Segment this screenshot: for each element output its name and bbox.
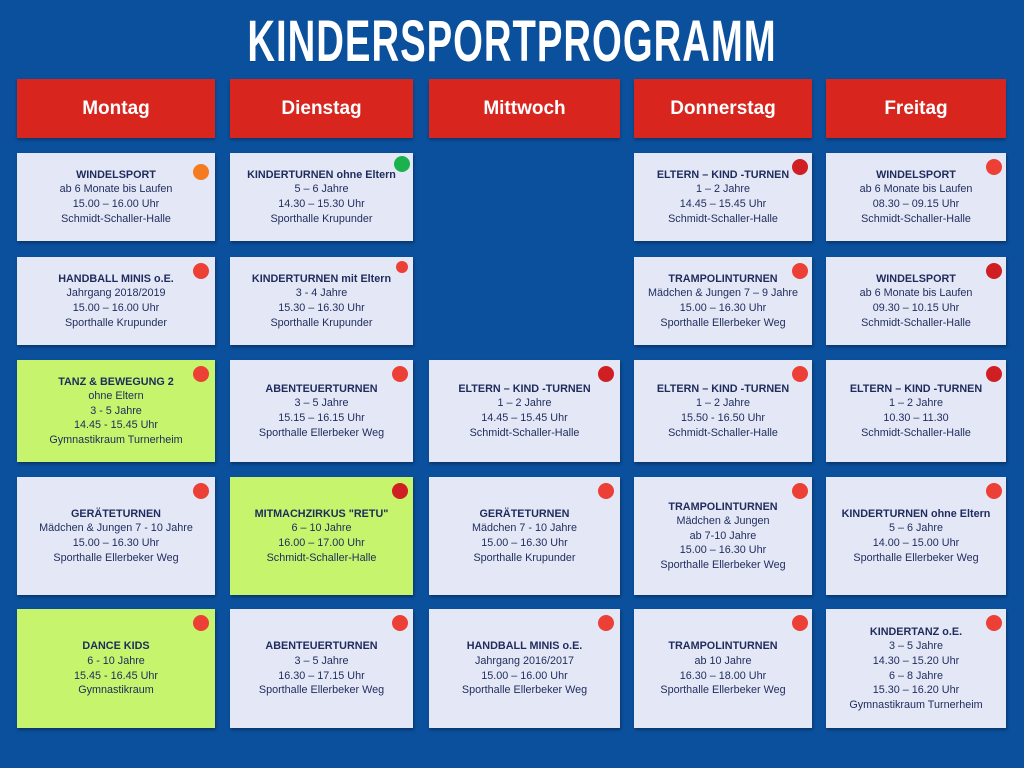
course-detail: ohne Eltern bbox=[88, 390, 144, 403]
day-header-montag: Montag bbox=[17, 79, 215, 138]
course-card bbox=[230, 153, 413, 241]
course-detail: 15.30 – 16.30 Uhr bbox=[278, 302, 365, 314]
status-dot bbox=[193, 615, 209, 631]
course-detail: 15.00 – 16.00 Uhr bbox=[481, 669, 568, 682]
course-detail: 16.30 – 17.15 Uhr bbox=[278, 669, 365, 682]
day-header-donnerstag: Donnerstag bbox=[634, 79, 812, 138]
course-detail: 6 – 10 Jahre bbox=[291, 522, 352, 535]
course-detail: 14.30 – 15.30 Uhr bbox=[278, 198, 365, 210]
status-dot bbox=[792, 263, 808, 279]
day-header-dienstag: Dienstag bbox=[230, 79, 413, 138]
course-name: HANDBALL MINIS o.E. bbox=[466, 640, 583, 653]
course-detail: Gymnastikraum Turnerheim bbox=[49, 433, 183, 446]
course-detail: 3 – 5 Jahre bbox=[888, 640, 944, 653]
course-name: DANCE KIDS bbox=[82, 640, 150, 653]
course-name: KINDERTURNEN ohne Eltern bbox=[247, 168, 396, 181]
course-detail: 16.00 – 17.00 Uhr bbox=[278, 537, 365, 549]
course-name: HANDBALL MINIS o.E. bbox=[58, 272, 174, 285]
course-detail: ab 6 Monate bis Laufen bbox=[859, 287, 973, 300]
course-name: TRAMPOLINTURNEN bbox=[668, 640, 778, 653]
status-dot bbox=[394, 156, 410, 172]
page-title: KINDERSPORTPROGRAMM bbox=[247, 9, 777, 74]
course-detail: 14.45 – 15.45 Uhr bbox=[679, 198, 767, 210]
course-detail: 15.00 – 16.30 Uhr bbox=[679, 544, 767, 557]
course-name: MITMACHZIRKUS "RETU" bbox=[254, 507, 389, 520]
status-dot bbox=[598, 483, 614, 499]
status-dot bbox=[986, 483, 1002, 499]
status-dot bbox=[792, 615, 808, 631]
course-detail: ab 6 Monate bis Laufen bbox=[859, 183, 973, 196]
course-name: WINDELSPORT bbox=[876, 272, 956, 285]
course-card bbox=[826, 257, 1006, 345]
course-detail: 15.30 – 16.20 Uhr bbox=[872, 684, 960, 697]
course-detail: 10.30 – 11.30 bbox=[883, 412, 949, 424]
status-dot bbox=[392, 615, 408, 631]
course-detail: 15.50 - 16.50 Uhr bbox=[680, 412, 766, 424]
course-detail: Schmidt-Schaller-Halle bbox=[668, 212, 778, 225]
course-card bbox=[230, 257, 413, 345]
course-detail: Sporthalle Krupunder bbox=[270, 316, 373, 329]
course-name: ELTERN – KIND -TURNEN bbox=[849, 382, 983, 395]
course-detail: Jahrgang 2016/2017 bbox=[474, 654, 575, 667]
course-name: TRAMPOLINTURNEN bbox=[668, 272, 778, 285]
course-detail: 1 – 2 Jahre bbox=[695, 397, 751, 410]
day-header-freitag: Freitag bbox=[826, 79, 1006, 138]
course-detail: 3 - 5 Jahre bbox=[90, 404, 142, 417]
course-detail: 08.30 – 09.15 Uhr bbox=[872, 198, 960, 210]
course-detail: 15.00 – 16.30 Uhr bbox=[679, 302, 767, 314]
course-detail: 1 – 2 Jahre bbox=[695, 183, 751, 196]
course-detail: 3 – 5 Jahre bbox=[294, 397, 349, 410]
course-card bbox=[17, 257, 215, 345]
course-detail: 3 – 5 Jahre bbox=[294, 654, 349, 667]
course-name: TRAMPOLINTURNEN bbox=[668, 500, 778, 513]
status-dot bbox=[193, 263, 209, 279]
status-dot bbox=[193, 164, 209, 180]
status-dot bbox=[392, 483, 408, 499]
course-detail: Sporthalle Krupunder bbox=[270, 212, 373, 225]
status-dot bbox=[392, 366, 408, 382]
course-detail: 15.00 – 16.30 Uhr bbox=[481, 537, 568, 549]
status-dot bbox=[396, 261, 408, 273]
course-detail: 5 – 6 Jahre bbox=[294, 183, 349, 196]
course-detail: Gymnastikraum Turnerheim bbox=[849, 698, 983, 711]
course-detail: Sporthalle Ellerbeker Weg bbox=[53, 551, 179, 564]
status-dot bbox=[986, 366, 1002, 382]
day-header-mittwoch: Mittwoch bbox=[429, 79, 620, 138]
status-dot bbox=[598, 366, 614, 382]
course-detail: 14.30 – 15.20 Uhr bbox=[872, 654, 960, 667]
course-detail: Schmidt-Schaller-Halle bbox=[861, 426, 971, 439]
course-detail: Sporthalle Ellerbeker Weg bbox=[660, 316, 786, 329]
course-detail: 15.45 - 16.45 Uhr bbox=[73, 669, 159, 682]
course-detail: Mädchen & Jungen 7 – 9 Jahre bbox=[647, 287, 799, 300]
course-detail: Sporthalle Ellerbeker Weg bbox=[461, 684, 588, 697]
status-dot bbox=[792, 159, 808, 175]
course-name: ABENTEUERTURNEN bbox=[265, 382, 378, 395]
course-detail: 5 – 6 Jahre bbox=[888, 522, 944, 535]
course-detail: 6 – 8 Jahre bbox=[888, 669, 944, 682]
course-card bbox=[634, 153, 812, 241]
course-detail: Mädchen 7 - 10 Jahre bbox=[471, 522, 578, 535]
course-card bbox=[17, 609, 215, 728]
course-card bbox=[17, 477, 215, 595]
status-dot bbox=[986, 615, 1002, 631]
course-detail: 14.45 – 15.45 Uhr bbox=[481, 412, 568, 424]
course-name: ABENTEUERTURNEN bbox=[265, 640, 378, 653]
course-detail: 14.45 - 15.45 Uhr bbox=[73, 419, 159, 432]
course-detail: Sporthalle Ellerbeker Weg bbox=[853, 551, 979, 564]
course-detail: Schmidt-Schaller-Halle bbox=[668, 426, 778, 439]
course-name: GERÄTETURNEN bbox=[71, 507, 161, 520]
course-detail: ab 10 Jahre bbox=[694, 654, 752, 667]
course-card bbox=[634, 360, 812, 462]
course-card bbox=[634, 477, 812, 595]
course-detail: Schmidt-Schaller-Halle bbox=[469, 426, 580, 439]
course-detail: Schmidt-Schaller-Halle bbox=[61, 212, 171, 225]
course-name: KINDERTURNEN mit Eltern bbox=[251, 272, 392, 285]
course-detail: 1 – 2 Jahre bbox=[497, 397, 552, 410]
course-detail: 16.30 – 18.00 Uhr bbox=[679, 669, 767, 682]
course-card bbox=[429, 360, 620, 462]
course-card bbox=[826, 360, 1006, 462]
course-detail: 6 - 10 Jahre bbox=[87, 654, 145, 667]
course-detail: Jahrgang 2018/2019 bbox=[66, 287, 166, 300]
course-card bbox=[17, 153, 215, 241]
status-dot bbox=[598, 615, 614, 631]
course-detail: Sporthalle Ellerbeker Weg bbox=[258, 426, 385, 439]
course-name: ELTERN – KIND -TURNEN bbox=[458, 382, 591, 395]
course-name: ELTERN – KIND -TURNEN bbox=[656, 168, 790, 181]
course-name: TANZ & BEWEGUNG 2 bbox=[58, 375, 174, 388]
course-name: KINDERTANZ o.E. bbox=[869, 625, 963, 638]
course-card bbox=[634, 609, 812, 728]
course-detail: 09.30 – 10.15 Uhr bbox=[872, 302, 960, 314]
course-detail: Mädchen & Jungen 7 - 10 Jahre bbox=[39, 522, 193, 535]
course-card bbox=[230, 477, 413, 595]
course-detail: 1 – 2 Jahre bbox=[888, 397, 944, 410]
course-card bbox=[230, 360, 413, 462]
course-name: WINDELSPORT bbox=[76, 168, 156, 181]
course-card bbox=[230, 609, 413, 728]
course-detail: Sporthalle Krupunder bbox=[473, 551, 576, 564]
course-detail: 3 - 4 Jahre bbox=[295, 287, 348, 300]
status-dot bbox=[792, 366, 808, 382]
status-dot bbox=[193, 483, 209, 499]
course-detail: Sporthalle Ellerbeker Weg bbox=[660, 558, 786, 571]
status-dot bbox=[193, 366, 209, 382]
course-detail: 14.00 – 15.00 Uhr bbox=[872, 537, 960, 549]
course-detail: Sporthalle Ellerbeker Weg bbox=[660, 684, 786, 697]
course-detail: 15.00 – 16.00 Uhr bbox=[72, 198, 160, 210]
status-dot bbox=[986, 159, 1002, 175]
course-detail: 15.15 – 16.15 Uhr bbox=[278, 412, 365, 424]
course-card bbox=[826, 477, 1006, 595]
course-detail: Schmidt-Schaller-Halle bbox=[861, 212, 971, 225]
course-card bbox=[826, 609, 1006, 728]
course-detail: Sporthalle Ellerbeker Weg bbox=[258, 684, 385, 697]
course-name: ELTERN – KIND -TURNEN bbox=[656, 382, 790, 395]
course-name: GERÄTETURNEN bbox=[479, 507, 570, 520]
course-detail: ab 6 Monate bis Laufen bbox=[59, 183, 173, 196]
course-card bbox=[634, 257, 812, 345]
course-card bbox=[429, 609, 620, 728]
course-name: WINDELSPORT bbox=[876, 168, 956, 181]
course-detail: 15.00 – 16.30 Uhr bbox=[72, 537, 160, 549]
course-detail: Sporthalle Krupunder bbox=[64, 316, 168, 329]
course-detail: Schmidt-Schaller-Halle bbox=[861, 316, 971, 329]
course-detail: 15.00 – 16.00 Uhr bbox=[72, 302, 160, 314]
course-card bbox=[826, 153, 1006, 241]
course-detail: ab 7-10 Jahre bbox=[689, 529, 757, 542]
course-detail: Schmidt-Schaller-Halle bbox=[266, 551, 377, 564]
status-dot bbox=[792, 483, 808, 499]
course-name: KINDERTURNEN ohne Eltern bbox=[841, 507, 991, 520]
course-detail: Mädchen & Jungen bbox=[676, 515, 770, 528]
course-card bbox=[17, 360, 215, 462]
status-dot bbox=[986, 263, 1002, 279]
course-detail: Gymnastikraum bbox=[78, 684, 154, 697]
course-card bbox=[429, 477, 620, 595]
